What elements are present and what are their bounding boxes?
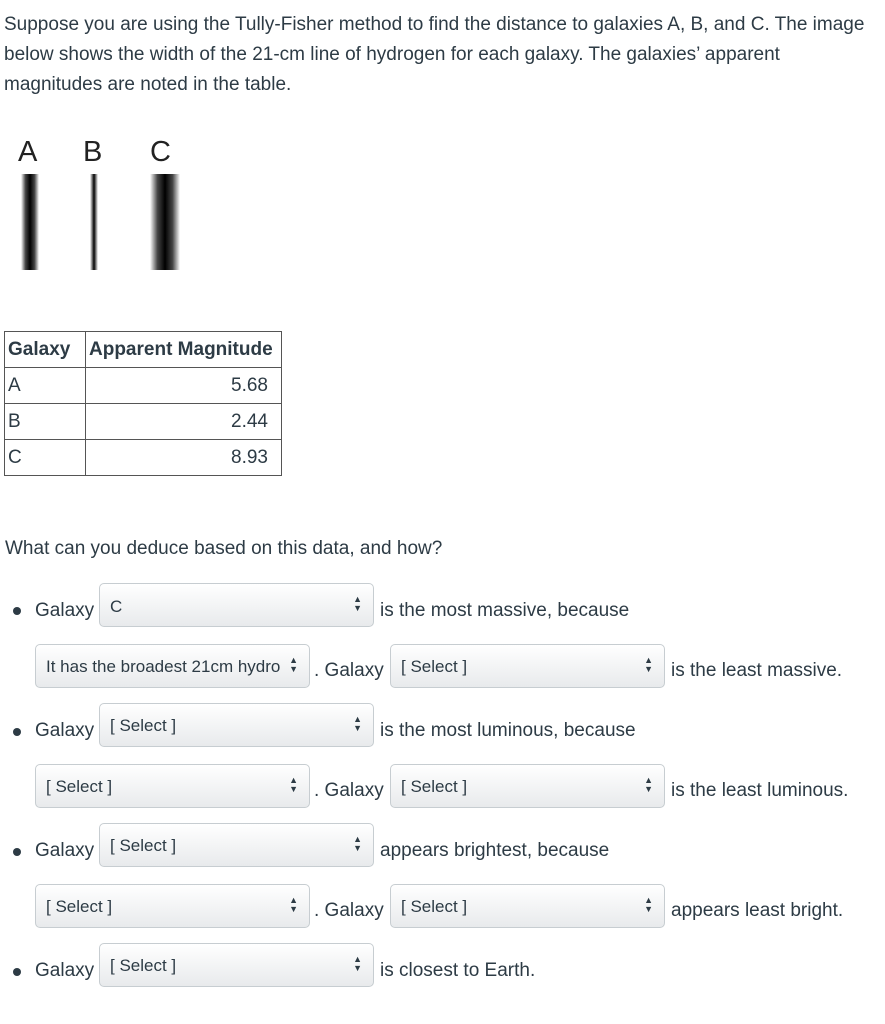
select-value: It has the broadest 21cm hydro [46,657,281,676]
galaxy-label: . Galaxy [314,660,384,681]
bullet [13,848,21,856]
table-header-row [5,332,282,368]
header-apparent-magnitude: Apparent Magnitude [86,332,282,368]
select-arrows-icon: ▲ ▼ [289,895,298,914]
select-arrows-icon: ▲ ▼ [644,775,653,794]
galaxy-label: . Galaxy [314,780,384,801]
least-bright-select[interactable] [390,884,665,928]
line-label-a: A [18,136,38,168]
galaxy-label: Galaxy [35,840,95,861]
question-intro: Suppose you are using the Tully-Fisher method to find the distance to galaxies A, B, and C. The image below shows the width of the 21-cm line of hydrogen for each galaxy. The galaxies’ apparent magnitudes are noted in the table. [4,14,865,95]
select-arrows-icon: ▲ ▼ [353,594,362,613]
select-value: [ Select ] [110,836,177,855]
most-luminous-reason-select[interactable] [35,764,310,808]
galaxy-label: Galaxy [35,600,95,621]
cell-magnitude: 2.44 [86,404,282,440]
closest-text: is closest to Earth. [380,960,536,981]
select-value: [ Select ] [401,777,468,796]
cell-galaxy: B [5,404,86,440]
cell-magnitude: 8.93 [86,440,282,476]
line-label-b: B [83,136,103,168]
brightest-reason-select[interactable] [35,884,310,928]
brightest-select[interactable] [99,823,374,867]
header-galaxy: Galaxy [5,332,86,368]
select-value: [ Select ] [110,956,177,975]
hydrogen-line-image [10,136,190,276]
least-luminous-select[interactable] [390,764,665,808]
bullet [13,968,21,976]
select-value: C [110,597,123,616]
select-arrows-icon: ▲ ▼ [353,834,362,853]
bullet [13,728,21,736]
select-arrows-icon: ▲ ▼ [644,895,653,914]
cell-galaxy: A [5,368,86,404]
cell-magnitude: 5.68 [86,368,282,404]
table-row [5,368,282,404]
galaxy-label: Galaxy [35,720,95,741]
table-row [5,440,282,476]
most-massive-reason-select[interactable] [35,644,310,688]
select-value: [ Select ] [401,657,468,676]
line-label-c: C [150,136,171,168]
least-luminous-text: is the least luminous. [671,780,849,801]
select-arrows-icon: ▲ ▼ [289,775,298,794]
least-bright-text: appears least bright. [671,900,844,921]
line-b [90,174,98,270]
table-row [5,404,282,440]
galaxy-label: . Galaxy [314,900,384,921]
select-value: [ Select ] [110,716,177,735]
most-massive-select[interactable] [99,583,374,627]
select-arrows-icon: ▲ ▼ [644,655,653,674]
brightest-text: appears brightest, because [380,840,610,861]
select-arrows-icon: ▲ ▼ [353,954,362,973]
galaxy-label: Galaxy [35,960,95,981]
line-c [150,174,180,270]
bullet [13,607,21,615]
most-luminous-text: is the most luminous, because [380,720,636,741]
least-massive-text: is the least massive. [671,660,843,681]
select-value: [ Select ] [401,897,468,916]
cell-galaxy: C [5,440,86,476]
question-prompt: What can you deduce based on this data, and how? [5,538,443,559]
select-arrows-icon: ▲ ▼ [289,655,298,674]
most-luminous-select[interactable] [99,703,374,747]
select-arrows-icon: ▲ ▼ [353,714,362,733]
least-massive-select[interactable] [390,644,665,688]
closest-select[interactable] [99,943,374,987]
most-massive-text: is the most massive, because [380,600,630,621]
select-value: [ Select ] [46,777,113,796]
line-a [21,174,39,270]
magnitude-table [4,331,282,476]
select-value: [ Select ] [46,897,113,916]
